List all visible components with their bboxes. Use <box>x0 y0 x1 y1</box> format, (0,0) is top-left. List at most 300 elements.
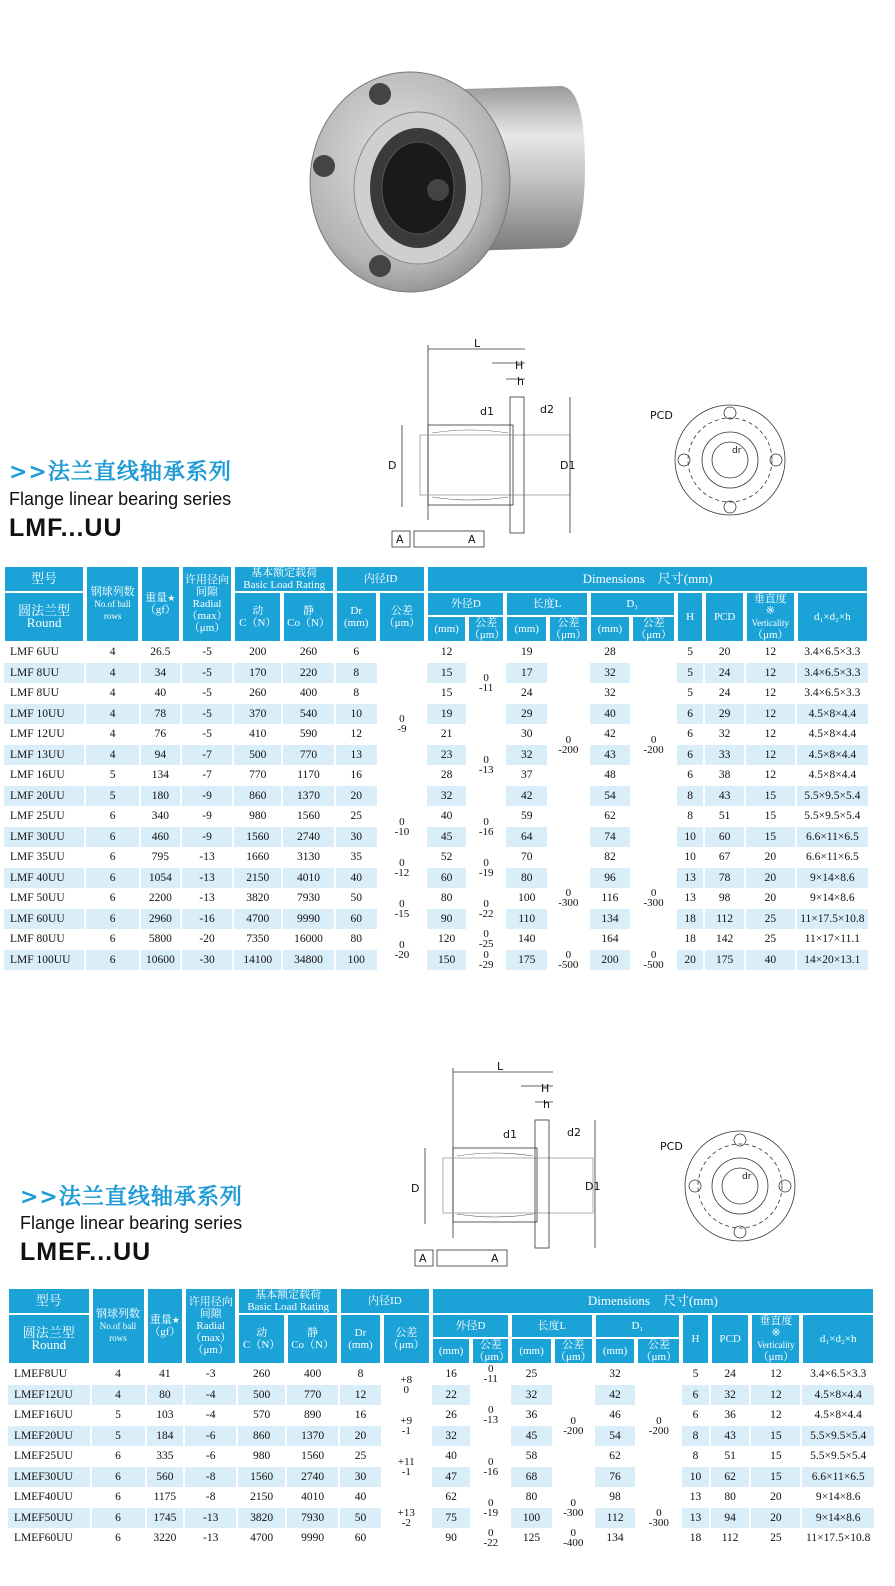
model-name: LMEF20UU <box>8 1426 90 1447</box>
label2-d1: d1 <box>503 1128 517 1141</box>
flange-bearing-photo <box>300 66 600 298</box>
static-load: 9990 <box>283 909 334 930</box>
inner-diameter: 25 <box>354 1450 367 1463</box>
weight: 3220 <box>153 1532 177 1545</box>
tolerance-upper: 0 <box>483 928 489 941</box>
ball-rows: 6 <box>109 933 116 946</box>
verticality: 20 <box>751 1508 800 1529</box>
table-row <box>8 1405 874 1426</box>
hdr-weight: 重量★ （gf） <box>141 566 180 642</box>
model-name: LMF 13UU <box>4 745 84 766</box>
dynamic-load: 260 <box>253 1368 271 1381</box>
inner-diameter: 12 <box>350 728 362 741</box>
weight: 103 <box>156 1409 174 1422</box>
inner-diameter: 80 <box>350 933 362 946</box>
tolerance-upper: 0 <box>488 1455 494 1468</box>
clearance: -9 <box>182 827 233 848</box>
tolerance-cell <box>379 847 426 888</box>
length: 45 <box>511 1426 552 1447</box>
tolerance-lower: -300 <box>558 897 579 910</box>
flange-thickness: 8 <box>692 1450 699 1463</box>
label-h: h <box>517 375 524 388</box>
tolerance-upper: 0 <box>488 1527 494 1540</box>
model-name: LMF 30UU <box>4 827 84 848</box>
hdr-clearance: 许用径向间隙 Radial （max） （μm） <box>182 566 233 642</box>
label2-D: D <box>411 1182 420 1195</box>
tolerance-cell <box>472 1446 509 1487</box>
verticality: 20 <box>764 851 777 864</box>
weight: 94 <box>141 745 180 766</box>
verticality: 40 <box>746 950 795 971</box>
verticality: 15 <box>751 1426 800 1447</box>
ball-rows: 6 <box>115 1532 121 1545</box>
table-row <box>8 1508 874 1529</box>
tolerance-lower: -300 <box>648 1516 669 1529</box>
inner-diameter: 6 <box>353 646 360 659</box>
pcd: 80 <box>724 1491 736 1504</box>
model-name: LMEF8UU <box>14 1368 68 1381</box>
tolerance-upper: 0 <box>399 938 405 951</box>
weight: 560 <box>147 1467 184 1488</box>
tolerance-cell <box>468 950 505 971</box>
verticality: 12 <box>764 769 777 782</box>
tolerance-upper: 0 <box>650 948 657 961</box>
verticality: 12 <box>770 1368 782 1381</box>
inner-diameter: 100 <box>336 950 377 971</box>
flange-thickness: 13 <box>677 868 703 889</box>
label-H: H <box>515 359 524 372</box>
clearance: -13 <box>199 892 215 905</box>
label-A: A <box>396 533 404 546</box>
hdr-length: 长度L <box>506 592 587 616</box>
tolerance-upper: 0 <box>570 1414 577 1427</box>
hdr2-d1-tol: 公差 （μm） <box>637 1338 680 1364</box>
tolerance-upper: +8 <box>400 1373 413 1386</box>
label2-D1: D1 <box>585 1180 601 1193</box>
clearance: -6 <box>185 1426 236 1447</box>
dynamic-load: 860 <box>234 786 281 807</box>
verticality: 15 <box>746 786 795 807</box>
ball-rows: 4 <box>115 1368 121 1381</box>
dynamic-load: 570 <box>253 1409 271 1422</box>
length: 24 <box>521 687 533 700</box>
static-load: 400 <box>299 687 318 700</box>
section2-model: LMEF...UU <box>20 1238 152 1266</box>
bolt-hole-dims: 9×14×8.6 <box>797 868 868 889</box>
verticality: 25 <box>770 1532 782 1545</box>
clearance: -5 <box>182 663 233 684</box>
flange-thickness: 5 <box>692 1368 699 1381</box>
dynamic-load: 500 <box>238 1385 285 1406</box>
weight: 1054 <box>141 868 180 889</box>
dynamic-load: 1560 <box>234 827 281 848</box>
clearance: -13 <box>185 1508 236 1529</box>
weight: 40 <box>154 687 167 700</box>
label-A-ref: A <box>468 533 476 546</box>
bolt-hole-dims: 4.5×8×4.4 <box>797 745 868 766</box>
hdr2-od-mm: (mm) <box>432 1338 471 1364</box>
flange-diameter: 46 <box>609 1409 621 1422</box>
inner-diameter: 20 <box>340 1426 381 1447</box>
ball-rows: 6 <box>86 950 139 971</box>
flange-diameter: 54 <box>590 786 631 807</box>
pcd: 67 <box>718 851 731 864</box>
flange-diameter: 164 <box>601 933 619 946</box>
bolt-hole-dims: 3.4×6.5×3.3 <box>810 1368 867 1381</box>
section2-title-en: Flange linear bearing series <box>20 1213 243 1233</box>
tolerance-upper: +9 <box>400 1414 413 1427</box>
flange-thickness: 13 <box>689 1491 702 1504</box>
bolt-hole-dims: 5.5×9.5×5.4 <box>804 810 861 823</box>
dynamic-load: 170 <box>234 663 281 684</box>
flange-thickness: 20 <box>677 950 703 971</box>
ball-rows: 5 <box>86 786 139 807</box>
tolerance-cell <box>379 888 426 929</box>
ball-rows: 4 <box>86 704 139 725</box>
flange-thickness: 18 <box>684 933 696 946</box>
tolerance-cell <box>379 642 426 806</box>
verticality: 12 <box>746 704 795 725</box>
hdr-d1-tol: 公差 （μm） <box>632 616 675 642</box>
dynamic-load: 3820 <box>238 1508 285 1529</box>
table-row <box>8 1364 874 1385</box>
outer-diameter: 19 <box>427 704 466 725</box>
bolt-hole-dims: 5.5×9.5×5.4 <box>797 786 868 807</box>
pcd: 32 <box>718 728 731 741</box>
label2-pcd: PCD <box>660 1140 683 1153</box>
pcd: 142 <box>716 933 734 946</box>
tolerance-cell <box>468 929 505 950</box>
dimension-drawing-2 <box>395 1058 815 1272</box>
hdr-h: H <box>677 592 703 642</box>
dynamic-load: 4700 <box>250 1532 274 1545</box>
pcd: 78 <box>705 868 744 889</box>
model-name: LMF 60UU <box>4 909 84 930</box>
hdr-len-mm: (mm) <box>506 616 547 642</box>
tolerance-upper: 0 <box>483 856 489 869</box>
tolerance-cell <box>383 1446 430 1487</box>
table-row <box>8 1385 874 1406</box>
length: 37 <box>521 769 533 782</box>
dynamic-load: 14100 <box>234 950 281 971</box>
outer-diameter: 22 <box>432 1385 471 1406</box>
flange-diameter: 200 <box>590 950 631 971</box>
weight: 26.5 <box>150 646 171 659</box>
flange-thickness: 10 <box>682 1467 709 1488</box>
outer-diameter: 90 <box>427 909 466 930</box>
inner-diameter: 8 <box>336 663 377 684</box>
dynamic-load: 2150 <box>250 1491 274 1504</box>
length: 36 <box>525 1409 538 1422</box>
tolerance-cell <box>632 847 675 950</box>
verticality: 15 <box>770 1450 782 1463</box>
tolerance-upper: 0 <box>399 897 405 910</box>
tolerance-cell <box>554 1528 593 1549</box>
outer-diameter: 40 <box>445 1450 457 1463</box>
flange-thickness: 6 <box>687 728 694 741</box>
tolerance-lower: -15 <box>394 907 410 920</box>
hdr2-dimensions: Dimensions 尺寸(mm) <box>432 1288 874 1314</box>
hdr-len-tol: 公差 （μm） <box>550 617 587 641</box>
ball-rows: 6 <box>115 1491 121 1504</box>
static-load: 260 <box>299 646 318 659</box>
model-name: LMF 16UU <box>10 769 65 782</box>
flange-diameter: 134 <box>606 1532 624 1545</box>
outer-diameter: 15 <box>427 663 466 684</box>
inner-diameter: 20 <box>336 786 377 807</box>
dimension-drawing-1 <box>380 335 800 557</box>
static-load: 770 <box>287 1385 338 1406</box>
verticality: 12 <box>751 1385 800 1406</box>
hdr-load: 基本额定载荷 Basic Load Rating <box>234 566 334 592</box>
tolerance-upper: 0 <box>488 1404 494 1417</box>
tolerance-lower: -16 <box>478 825 494 838</box>
verticality: 12 <box>770 1409 782 1422</box>
hdr-dyn: 动 C（N） <box>234 592 281 642</box>
bolt-hole-dims: 3.4×6.5×3.3 <box>804 687 861 700</box>
tolerance-lower: -19 <box>483 1506 499 1519</box>
flange-diameter: 112 <box>595 1508 636 1529</box>
ball-rows: 4 <box>109 687 116 700</box>
tolerance-lower: -16 <box>483 1465 499 1478</box>
tolerance-lower: -200 <box>643 743 664 756</box>
table-row <box>4 724 868 745</box>
weight: 10600 <box>141 950 180 971</box>
inner-diameter: 50 <box>340 1508 381 1529</box>
tolerance-upper: 0 <box>565 887 572 900</box>
model-name: LMEF30UU <box>8 1467 90 1488</box>
weight: 180 <box>141 786 180 807</box>
tolerance-lower: -200 <box>558 743 579 756</box>
pcd: 98 <box>718 892 731 905</box>
tolerance-upper: 0 <box>483 948 489 961</box>
pcd: 20 <box>718 646 731 659</box>
weight: 184 <box>147 1426 184 1447</box>
label-d1: d1 <box>480 405 494 418</box>
inner-diameter: 30 <box>340 1467 381 1488</box>
clearance: -13 <box>182 868 233 889</box>
static-load: 1370 <box>287 1426 338 1447</box>
static-load: 1170 <box>297 769 320 782</box>
spec-table-lmef <box>6 1288 876 1549</box>
bolt-hole-dims: 11×17×11.1 <box>804 933 860 946</box>
hdr-dr: Dr (mm) <box>336 592 377 642</box>
model-name: LMEF25UU <box>14 1450 73 1463</box>
static-load: 34800 <box>283 950 334 971</box>
length: 140 <box>518 933 536 946</box>
inner-diameter: 16 <box>354 1409 367 1422</box>
tolerance-upper: 0 <box>650 887 657 900</box>
tolerance-upper: 0 <box>488 1363 494 1376</box>
length: 110 <box>506 909 547 930</box>
bolt-hole-dims: 3.4×6.5×3.3 <box>797 663 868 684</box>
model-name: LMF 25UU <box>10 810 65 823</box>
pcd: 112 <box>705 909 744 930</box>
pcd: 51 <box>718 810 731 823</box>
hdr2-d1: D₁ <box>595 1314 681 1338</box>
inner-diameter: 16 <box>350 769 362 782</box>
section2-title-cn: >>法兰直线轴承系列 <box>20 1185 243 1210</box>
dynamic-load: 260 <box>249 687 267 700</box>
label-d2: d2 <box>540 403 554 416</box>
dynamic-load: 370 <box>234 704 281 725</box>
tolerance-upper: +11 <box>397 1455 415 1468</box>
hdr2-od-tol: 公差 （μm） <box>473 1339 510 1363</box>
length: 59 <box>521 810 533 823</box>
tolerance-cell <box>554 1364 593 1487</box>
outer-diameter: 75 <box>432 1508 471 1529</box>
tolerance-lower: -25 <box>478 938 494 951</box>
tolerance-upper: 0 <box>399 856 405 869</box>
tolerance-cell <box>379 929 426 970</box>
tolerance-lower: -300 <box>643 897 664 910</box>
clearance: -16 <box>182 909 233 930</box>
flange-diameter: 42 <box>604 728 616 741</box>
bolt-hole-dims: 5.5×9.5×5.4 <box>810 1450 867 1463</box>
verticality: 20 <box>746 868 795 889</box>
flange-diameter: 32 <box>604 687 616 700</box>
hdr-pcd: PCD <box>705 592 744 642</box>
length: 80 <box>506 868 547 889</box>
tolerance-lower: -13 <box>478 764 494 776</box>
bolt-hole-dims: 4.5×8×4.4 <box>814 1409 862 1422</box>
static-load: 16000 <box>294 933 323 946</box>
length: 70 <box>521 851 533 864</box>
label-L: L <box>474 337 481 350</box>
dynamic-load: 770 <box>249 769 267 782</box>
model-name: LMF 10UU <box>4 704 84 725</box>
table-row <box>8 1467 874 1488</box>
tolerance-upper: 0 <box>570 1496 577 1509</box>
clearance: -5 <box>182 704 233 725</box>
bolt-hole-dims: 14×20×13.1 <box>797 950 868 971</box>
clearance: -4 <box>205 1409 216 1422</box>
flange-diameter: 48 <box>604 769 616 782</box>
hdr2-len-mm: (mm) <box>511 1338 552 1364</box>
ball-rows: 6 <box>86 909 139 930</box>
pcd: 24 <box>724 1368 736 1381</box>
clearance: -8 <box>205 1491 216 1504</box>
dynamic-load: 200 <box>249 646 267 659</box>
model-name: LMF 40UU <box>4 868 84 889</box>
tolerance-cell <box>549 847 588 950</box>
length: 30 <box>521 728 533 741</box>
weight: 2200 <box>148 892 172 905</box>
hdr2-d-combo: d₁×d₂×h <box>802 1314 874 1364</box>
tolerance-cell <box>383 1405 430 1446</box>
flange-thickness: 5 <box>687 687 694 700</box>
tolerance-lower: -29 <box>478 958 494 971</box>
dynamic-load: 1560 <box>238 1467 285 1488</box>
hdr-d-combo: d₁×d₂×h <box>797 592 868 642</box>
ball-rows: 6 <box>92 1467 145 1488</box>
dynamic-load: 2150 <box>234 868 281 889</box>
table-row <box>4 827 868 848</box>
flange-diameter: 62 <box>609 1450 621 1463</box>
weight: 80 <box>147 1385 184 1406</box>
model-name: LMEF16UU <box>14 1409 73 1422</box>
hdr2-dyn: 动 C（N） <box>238 1314 285 1364</box>
clearance: -8 <box>185 1467 236 1488</box>
tolerance-lower: -2 <box>401 1516 411 1529</box>
tolerance-upper: 0 <box>488 1496 494 1509</box>
static-load: 2740 <box>283 827 334 848</box>
hdr2-id-tol: 公差 （μm） <box>383 1314 430 1364</box>
tolerance-lower: -9 <box>397 723 407 735</box>
verticality: 15 <box>746 827 795 848</box>
hdr-id-tol: 公差 （μm） <box>379 592 426 642</box>
tolerance-upper: 0 <box>570 1527 577 1540</box>
weight: 5800 <box>148 933 172 946</box>
length: 64 <box>506 827 547 848</box>
flange-diameter: 32 <box>590 663 631 684</box>
ball-rows: 6 <box>86 868 139 889</box>
bolt-hole-dims: 5.5×9.5×5.4 <box>802 1426 874 1447</box>
label2-H: H <box>541 1082 550 1095</box>
pcd: 62 <box>711 1467 750 1488</box>
weight: 335 <box>156 1450 174 1463</box>
length: 68 <box>511 1467 552 1488</box>
flange-diameter: 96 <box>590 868 631 889</box>
hdr-dimensions: Dimensions 尺寸(mm) <box>427 566 868 592</box>
ball-rows: 5 <box>115 1409 121 1422</box>
label2-d2: d2 <box>567 1126 581 1139</box>
pcd: 38 <box>718 769 731 782</box>
tolerance-upper: 0 <box>483 815 489 828</box>
section1-title-en: Flange linear bearing series <box>9 489 232 509</box>
table-row <box>4 663 868 684</box>
tolerance-cell <box>637 1364 680 1487</box>
section1-model: LMF...UU <box>9 514 123 542</box>
verticality: 12 <box>746 745 795 766</box>
tolerance-cell <box>472 1385 509 1447</box>
bolt-hole-dims: 9×14×8.6 <box>802 1508 874 1529</box>
table-row <box>8 1446 874 1467</box>
tolerance-lower: -22 <box>483 1537 499 1550</box>
model-name: LMEF12UU <box>8 1385 90 1406</box>
static-load: 400 <box>303 1368 322 1381</box>
tolerance-lower: -22 <box>478 907 494 920</box>
outer-diameter: 12 <box>440 646 453 659</box>
length: 58 <box>525 1450 538 1463</box>
hdr2-outer-d: 外径D <box>432 1314 509 1338</box>
hdr-id: 内径ID <box>336 566 425 592</box>
tolerance-lower: -1 <box>401 1465 411 1478</box>
label2-L: L <box>497 1060 504 1073</box>
bolt-hole-dims: 4.5×8×4.4 <box>808 728 857 741</box>
tolerance-cell <box>468 642 505 724</box>
tolerance-cell <box>383 1487 430 1549</box>
model-name: LMF 20UU <box>4 786 84 807</box>
pcd: 36 <box>724 1409 736 1422</box>
flange-diameter: 62 <box>604 810 616 823</box>
table-row <box>4 786 868 807</box>
ball-rows: 4 <box>109 728 116 741</box>
model-name: LMEF40UU <box>14 1491 73 1504</box>
inner-diameter: 60 <box>336 909 377 930</box>
hdr-verticality: 垂直度 ※ Verticality （μm） <box>746 592 795 642</box>
tolerance-lower: -11 <box>479 682 494 694</box>
clearance: -5 <box>202 646 212 659</box>
static-load: 3130 <box>297 851 321 864</box>
tolerance-lower: -300 <box>563 1506 584 1519</box>
flange-thickness: 10 <box>677 827 703 848</box>
bolt-hole-dims: 11×17.5×10.8 <box>806 1532 871 1545</box>
tolerance-cell <box>472 1364 509 1385</box>
flange-diameter: 76 <box>595 1467 636 1488</box>
outer-diameter: 16 <box>445 1368 457 1381</box>
inner-diameter: 50 <box>350 892 362 905</box>
